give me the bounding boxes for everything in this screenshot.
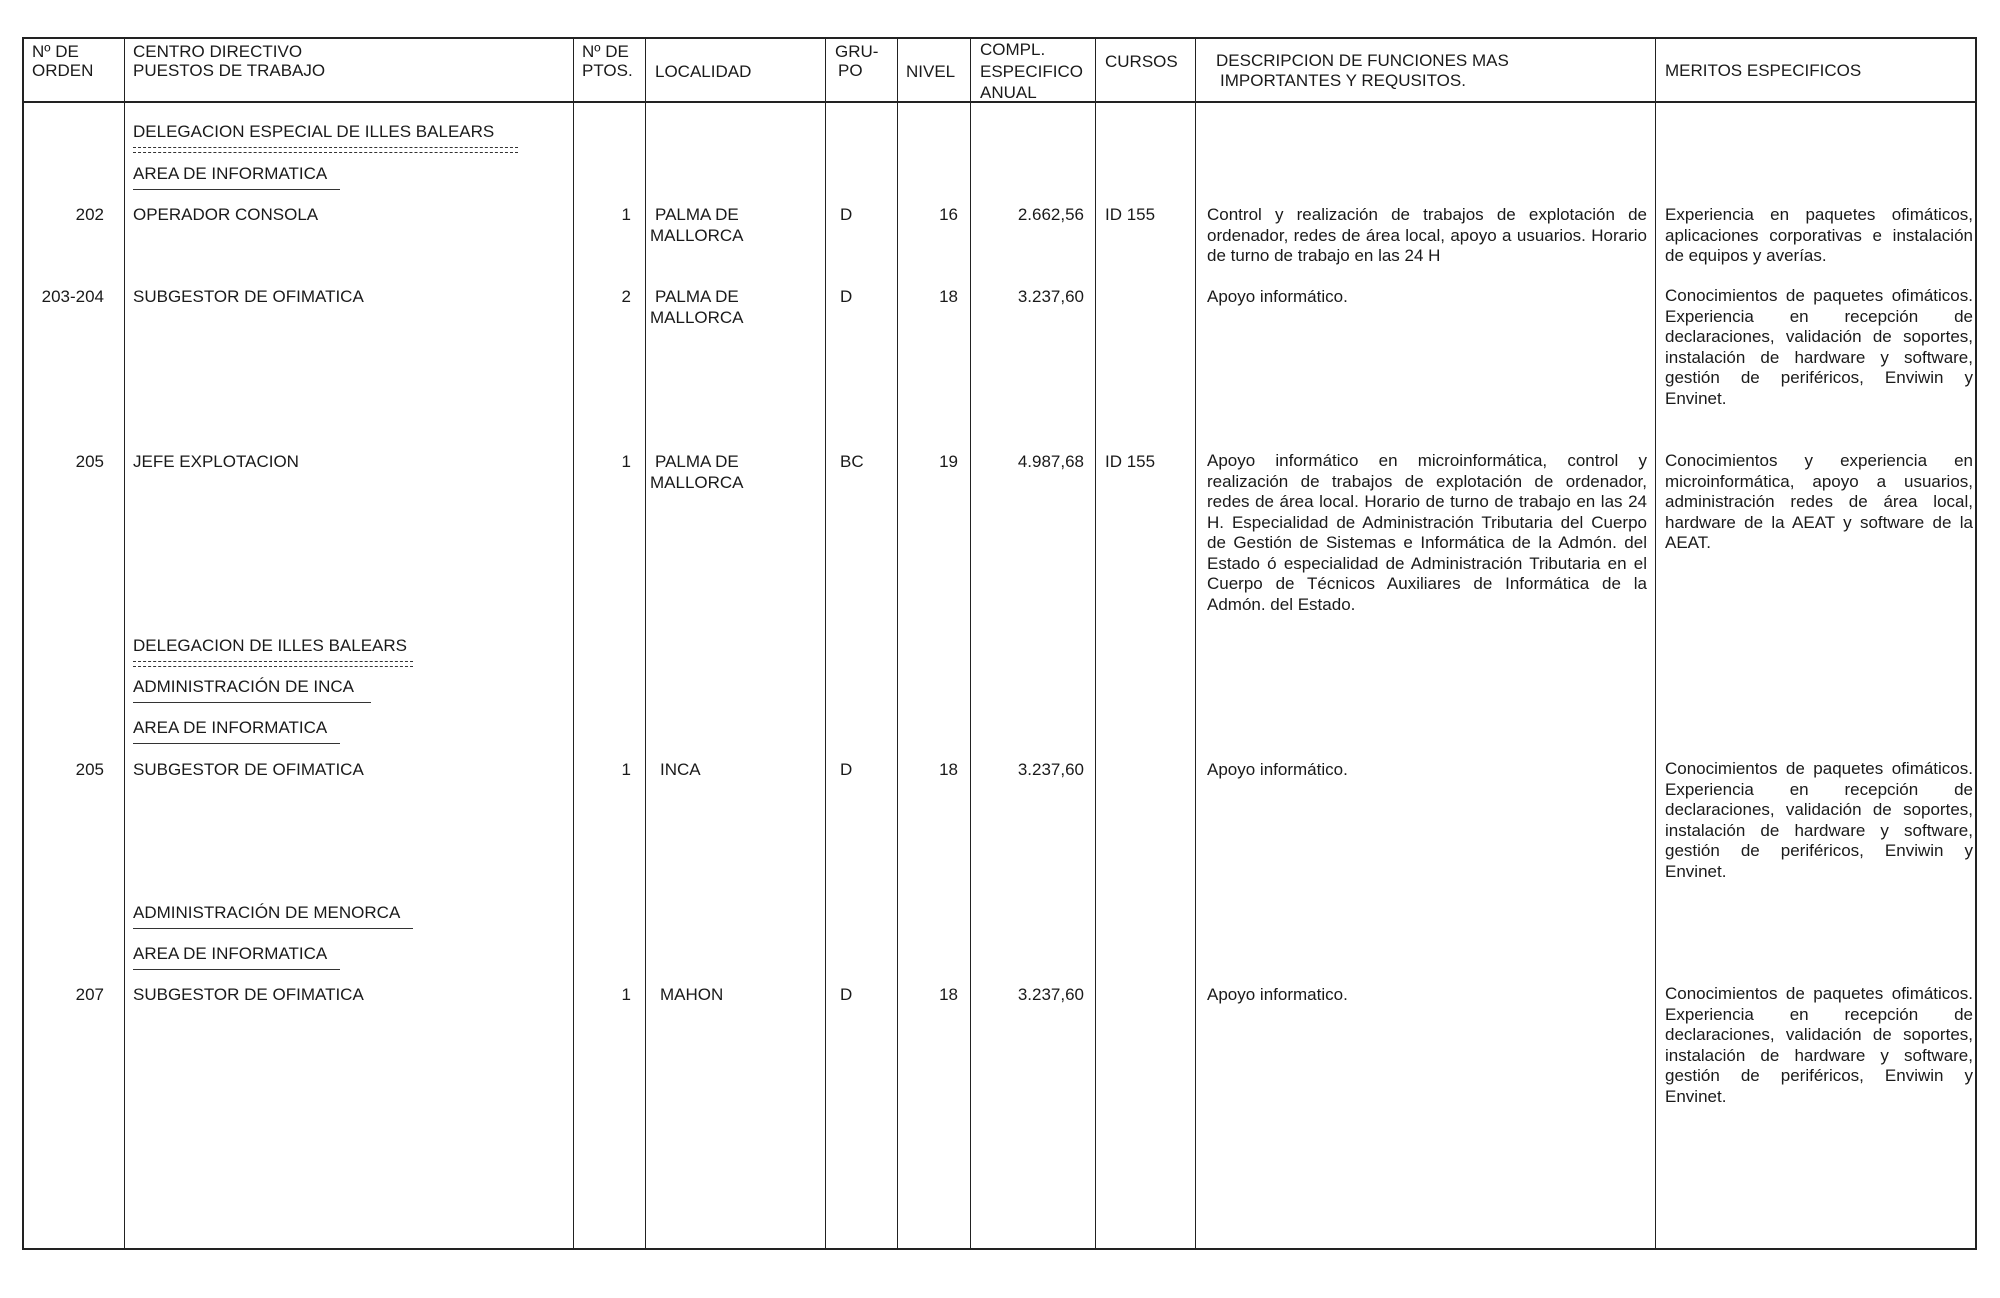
- row-ptos: 1: [621, 985, 631, 1004]
- row-localidad-1: MAHON: [660, 985, 724, 1004]
- row-compl: 4.987,68: [1017, 452, 1084, 471]
- header-ptos-2: PTOS.: [582, 61, 633, 80]
- header-compl-2: ESPECIFICO: [980, 62, 1083, 81]
- row-compl: 3.237,60: [1017, 287, 1084, 306]
- col-divider: [645, 37, 646, 1250]
- row-orden: 202: [75, 205, 104, 224]
- row-grupo: D: [840, 985, 853, 1004]
- header-grupo-1: GRU-: [835, 42, 879, 61]
- row-nivel: 18: [939, 287, 958, 306]
- row-orden: 203-204: [41, 287, 104, 306]
- row-orden: 205: [75, 760, 104, 779]
- row-puesto: SUBGESTOR DE OFIMATICA: [133, 985, 364, 1004]
- row-orden: 205: [75, 452, 104, 471]
- double-underline: [133, 147, 518, 153]
- section-title: DELEGACION DE ILLES BALEARS: [133, 636, 407, 655]
- row-compl: 3.237,60: [1017, 760, 1084, 779]
- header-descripcion-2: IMPORTANTES Y REQUSITOS.: [1220, 71, 1466, 90]
- row-ptos: 1: [621, 452, 631, 471]
- row-compl: 3.237,60: [1017, 985, 1084, 1004]
- header-meritos: MERITOS ESPECIFICOS: [1665, 61, 1862, 80]
- col-divider: [1095, 37, 1096, 1250]
- header-compl-1: COMPL.: [980, 40, 1046, 59]
- underline: [133, 969, 340, 970]
- col-divider: [124, 37, 125, 1250]
- row-localidad-1: PALMA DE: [655, 287, 739, 306]
- row-localidad-1: INCA: [660, 760, 701, 779]
- col-divider: [897, 37, 898, 1250]
- row-localidad-1: PALMA DE: [655, 205, 739, 224]
- row-ptos: 2: [621, 287, 631, 306]
- section-title: ADMINISTRACIÓN DE MENORCA: [133, 903, 401, 922]
- row-nivel: 16: [939, 205, 958, 224]
- row-orden: 207: [75, 985, 104, 1004]
- row-compl: 2.662,56: [1017, 205, 1084, 224]
- double-underline: [133, 661, 413, 667]
- row-grupo: D: [840, 205, 853, 224]
- row-puesto: SUBGESTOR DE OFIMATICA: [133, 287, 364, 306]
- row-meritos: Conocimientos de paquetes ofimáticos. Experiencia en recepción de declaraciones, validación de soportes, instalación de hardware y software, gestión de periféricos, Enviwin y Envinet.: [1665, 286, 1973, 408]
- header-localidad: LOCALIDAD: [655, 62, 752, 81]
- header-ptos-1: Nº DE: [582, 42, 629, 61]
- row-cursos: ID 155: [1105, 205, 1156, 224]
- row-localidad-2: MALLORCA: [650, 308, 744, 327]
- row-descripcion: Apoyo informático en microinformática, control y realización de trabajos de explotación de ordenador, redes de área local. Horario de turno de trabajo en las 24 H. Especialidad de Administración Tributaria del Cuerpo de Gestión de Sistemas e Informática de la Admón. del Estado ó especialidad de Administración Tributaria en el Cuerpo de Técnicos Auxiliares de Informática de la Admón. del Estado.: [1207, 451, 1647, 614]
- row-descripcion: Control y realización de trabajos de explotación de ordenador, redes de área local, apoyo a usuarios. Horario de turno de trabajo en las 24 H: [1207, 205, 1647, 265]
- header-nivel: NIVEL: [906, 62, 956, 81]
- header-centro-2: PUESTOS DE TRABAJO: [133, 61, 326, 80]
- row-nivel: 18: [939, 985, 958, 1004]
- row-localidad-2: MALLORCA: [650, 473, 744, 492]
- col-divider: [825, 37, 826, 1250]
- row-puesto: OPERADOR CONSOLA: [133, 205, 319, 224]
- row-meritos: Conocimientos y experiencia en microinformática, apoyo a usuarios, administración redes de área local, hardware de la AEAT y software de la AEAT.: [1665, 451, 1973, 552]
- row-ptos: 1: [621, 760, 631, 779]
- row-nivel: 19: [939, 452, 958, 471]
- row-puesto: SUBGESTOR DE OFIMATICA: [133, 760, 364, 779]
- section-subtitle: AREA DE INFORMATICA: [133, 164, 328, 183]
- col-divider: [970, 37, 971, 1250]
- row-descripcion: Apoyo informatico.: [1207, 985, 1348, 1004]
- underline: [133, 743, 340, 744]
- underline: [133, 702, 371, 703]
- row-meritos: Experiencia en paquetes ofimáticos, aplicaciones corporativas e instalación de equipos y averías.: [1665, 205, 1973, 265]
- section-title: DELEGACION ESPECIAL DE ILLES BALEARS: [133, 122, 495, 141]
- header-grupo-2: PO: [838, 61, 863, 80]
- row-grupo: D: [840, 760, 853, 779]
- header-orden-1: Nº DE: [32, 42, 79, 61]
- row-meritos: Conocimientos de paquetes ofimáticos. Experiencia en recepción de declaraciones, validación de soportes, instalación de hardware y software, gestión de periféricos, Enviwin y Envinet.: [1665, 759, 1973, 881]
- row-puesto: JEFE EXPLOTACION: [133, 452, 299, 471]
- row-meritos: Conocimientos de paquetes ofimáticos. Experiencia en recepción de declaraciones, validación de soportes, instalación de hardware y software, gestión de periféricos, Enviwin y Envinet.: [1665, 984, 1973, 1106]
- header-orden-2: ORDEN: [32, 61, 94, 80]
- row-localidad-1: PALMA DE: [655, 452, 739, 471]
- row-descripcion: Apoyo informático.: [1207, 760, 1348, 779]
- header-compl-3: ANUAL: [980, 83, 1037, 102]
- col-divider: [1195, 37, 1196, 1250]
- row-nivel: 18: [939, 760, 958, 779]
- row-grupo: BC: [840, 452, 864, 471]
- section-subtitle: AREA DE INFORMATICA: [133, 944, 328, 963]
- row-descripcion: Apoyo informático.: [1207, 287, 1348, 306]
- underline: [133, 189, 340, 190]
- row-cursos: ID 155: [1105, 452, 1156, 471]
- row-localidad-2: MALLORCA: [650, 226, 744, 245]
- section-subtitle: ADMINISTRACIÓN DE INCA: [133, 677, 355, 696]
- header-centro-1: CENTRO DIRECTIVO: [133, 42, 303, 61]
- header-cursos: CURSOS: [1105, 52, 1178, 71]
- row-grupo: D: [840, 287, 853, 306]
- section-subtitle: AREA DE INFORMATICA: [133, 718, 328, 737]
- underline: [133, 928, 413, 929]
- col-divider: [1655, 37, 1656, 1250]
- row-ptos: 1: [621, 205, 631, 224]
- col-divider: [573, 37, 574, 1250]
- header-descripcion-1: DESCRIPCION DE FUNCIONES MAS: [1216, 51, 1509, 70]
